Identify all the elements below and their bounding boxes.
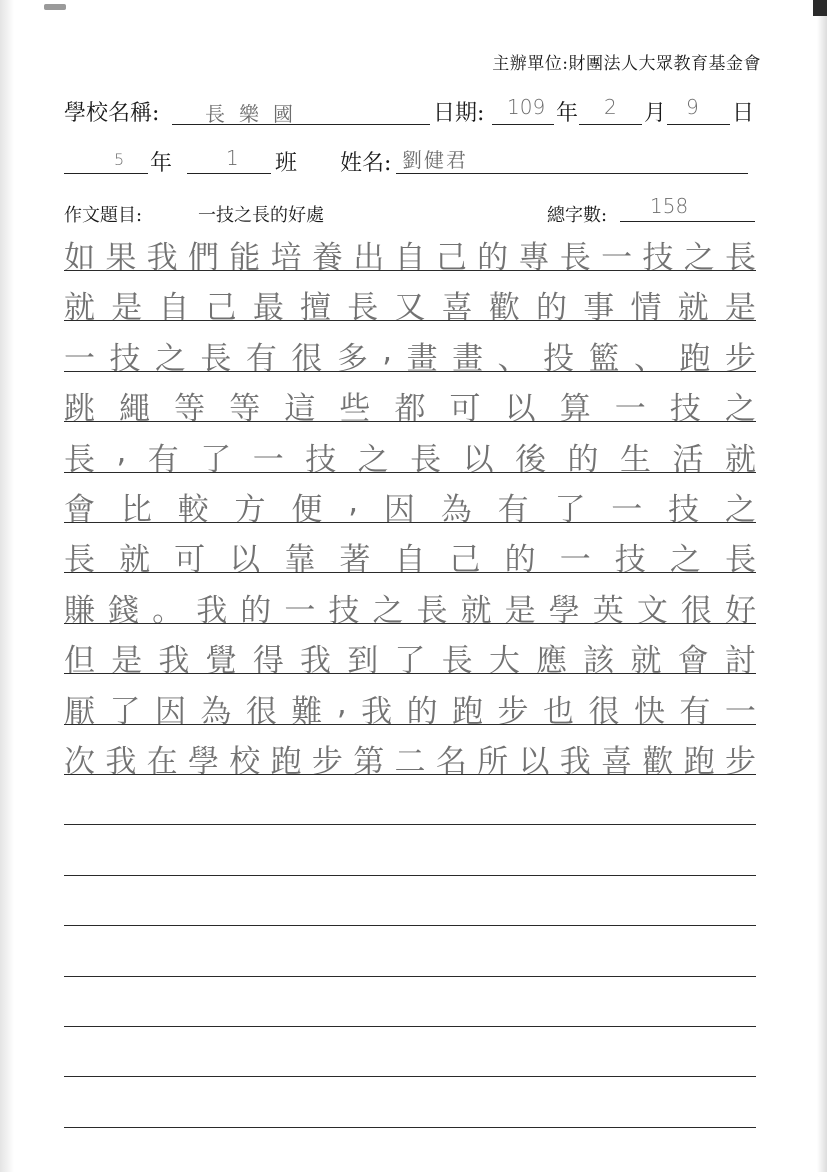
- date-label: 日期:: [433, 101, 485, 126]
- grade-unit: 年: [150, 151, 173, 176]
- month-value: 2: [604, 95, 617, 119]
- essay-line: 長 , 有 了 一 技 之 長 以 後 的 生 活 就: [64, 433, 756, 478]
- ruled-line: [64, 371, 756, 372]
- ruled-line: [64, 572, 756, 573]
- grade-value: 5: [114, 150, 125, 169]
- name-value: 劉健君: [402, 148, 468, 172]
- essay-line: 賺 錢 。 我 的 一 技 之 長 就 是 學 英 文 很 好: [64, 592, 756, 629]
- scan-mark: [44, 4, 66, 10]
- topic-value: 一技之長的好處: [198, 205, 324, 226]
- class-unit: 班: [275, 151, 298, 176]
- day-underline: [667, 124, 730, 125]
- year-value: 109: [507, 95, 546, 119]
- ruled-line: [64, 1026, 756, 1027]
- school-underline: [172, 124, 430, 125]
- wordcount-underline: [620, 221, 755, 222]
- ruled-line: [64, 875, 756, 876]
- year-unit: 年: [556, 101, 579, 126]
- class-underline: [187, 173, 271, 174]
- ruled-line: [64, 320, 756, 321]
- school-label: 學校名稱:: [64, 101, 160, 126]
- ruled-line: [64, 824, 756, 825]
- sponsor-line: 主辦單位:財團法人大眾教育基金會: [492, 54, 761, 74]
- ruled-line: [64, 1076, 756, 1077]
- name-label: 姓名:: [340, 151, 392, 176]
- scan-edge-left: [0, 0, 14, 1172]
- ruled-line: [64, 673, 756, 674]
- wordcount-label: 總字數:: [547, 205, 608, 226]
- ruled-line: [64, 925, 756, 926]
- scan-corner-shadow: [813, 0, 827, 16]
- essay-line: 厭 了 因 為 很 難 , 我 的 跑 步 也 很 快 有 一: [64, 685, 756, 730]
- grade-underline: [64, 173, 148, 174]
- essay-line: 一 技 之 長 有 很 多 , 畫 畫 、 投 籃 、 跑 步: [64, 332, 756, 377]
- day-unit: 日: [732, 101, 755, 126]
- wordcount-value: 158: [650, 194, 689, 218]
- ruled-line: [64, 270, 756, 271]
- essay-line: 跳 繩 等 等 這 些 都 可 以 算 一 技 之: [64, 391, 756, 428]
- ruled-line: [64, 522, 756, 523]
- name-underline: [396, 173, 748, 174]
- class-value: 1: [226, 146, 239, 170]
- ruled-line: [64, 472, 756, 473]
- essay-line: 就 是 自 己 最 擅 長 又 喜 歡 的 事 情 就 是: [64, 290, 756, 327]
- year-underline: [492, 124, 554, 125]
- school-value: 長樂國: [205, 102, 307, 126]
- essay-line: 會 比 較 方 便 , 因 為 有 了 一 技 之: [64, 484, 756, 528]
- ruled-line: [64, 623, 756, 624]
- ruled-line: [64, 421, 756, 422]
- ruled-line: [64, 774, 756, 775]
- essay-line: 但 是 我 覺 得 我 到 了 長 大 應 該 就 會 討: [64, 643, 756, 680]
- ruled-line: [64, 724, 756, 725]
- day-value: 9: [686, 95, 699, 119]
- ruled-line: [64, 1127, 756, 1128]
- essay-line: 如 果 我 們 能 培 養 出 自 己 的 專 長 一 技 之 長: [64, 240, 756, 276]
- essay-line: 次 我 在 學 校 跑 步 第 二 名 所 以 我 喜 歡 跑 步: [64, 744, 756, 780]
- month-underline: [579, 124, 642, 125]
- essay-line: 長 就 可 以 靠 著 自 己 的 一 技 之 長: [64, 542, 756, 579]
- ruled-line: [64, 976, 756, 977]
- scan-edge-right: [817, 0, 827, 1172]
- month-unit: 月: [644, 101, 667, 126]
- topic-label: 作文題目:: [64, 205, 143, 226]
